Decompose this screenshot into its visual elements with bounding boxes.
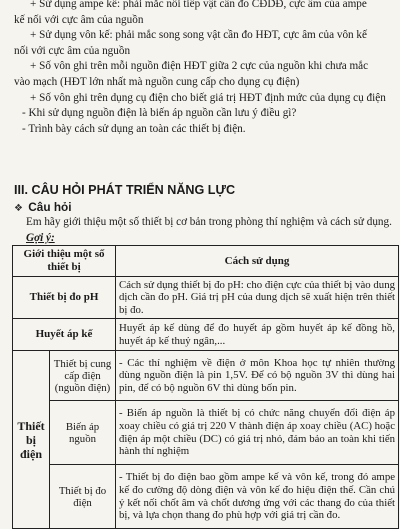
question-text: Em hãy giới thiệu một số thiết bị cơ bản trong phòng thí nghiệm và cách sử dụng. (26, 216, 392, 228)
header-device: Giới thiệu một số thiết bị (13, 246, 116, 277)
hint-label: Gợi ý: (26, 232, 55, 244)
diamond-bullet-icon: ❖ (14, 203, 23, 214)
text-line: vào mạch (HĐT lớn nhất mà nguồn cung cấp cho dụng cụ điện) (14, 75, 300, 88)
text-line: + Sử dụng vôn kế: phải mắc song song vật cần đo HĐT, cực âm của vôn kế (30, 29, 367, 42)
row-usage-transformer: - Biến áp nguồn là thiết bị có chức năng chuyển đổi điện áp xoay chiều có giá trị 220 V thành điện áp xoay chiều (AC) hoặc điện áp một chiều (DC) có giá trị nhỏ, đảm bảo an toàn khi tiến hành thí nghiệm (116, 401, 399, 465)
text-line: - Trình bày cách sử dụng an toàn các thiết bị điện. (22, 122, 246, 135)
text-line: + Số vôn ghi trên dụng cụ điện cho biết giá trị HĐT định mức của dụng cụ điện (30, 91, 386, 104)
row-usage-electric-meter: - Thiết bị đo điện bao gồm ampe kế và vôn kế, trong đó ampe kế đo cường độ dòng điện và vôn kế đo hiệu điện thế. Cần chú ý kết nối chốt âm và chốt dương ứng với các thang đo của thiết bị, và lựa chọn thang đo phù hợp với giá trị cần đo. (116, 465, 399, 529)
text-line: + Sử dụng ampe kế: phải mắc nối tiếp vật cần đo CĐDĐ, cực âm của ampe (30, 0, 367, 10)
text-line: - Khi sử dụng nguồn điện là biến áp nguồn cần lưu ý điều gì? (22, 107, 297, 120)
text-line: + Số vôn ghi trên mỗi nguồn điện HĐT giữa 2 cực của nguồn khi chưa mắc (30, 60, 369, 73)
row-usage-blood-pressure-meter: Huyết áp kế dùng để đo huyết áp gồm huyết áp kế đồng hồ, huyết áp kế thuỷ ngân,... (116, 319, 399, 351)
electric-devices-group: Thiết bị điện (13, 351, 50, 529)
text-line: nối với cực âm của nguồn (14, 44, 131, 57)
row-name-blood-pressure-meter: Huyết áp kế (13, 319, 116, 351)
row-name-transformer: Biến áp nguồn (50, 401, 116, 465)
table-row (13, 465, 399, 529)
row-usage-power-supply: - Các thí nghiệm về điện ở môn Khoa học tự nhiên thường dùng nguồn điện là pin 1,5V. Để có bộ nguồn 3V thì dùng hai pin, để có bộ nguồn 6V thì dùng bốn pin. (116, 351, 399, 401)
subsection-heading (14, 200, 72, 214)
row-usage-ph-meter: Cách sử dụng thiết bị đo pH: cho điện cực của thiết bị vào dung dịch cần đo pH. Giá trị pH của dung dịch sẽ xuất hiện trên thiết bị đo. (116, 277, 399, 319)
intro-text-block (0, 0, 400, 137)
equipment-table (12, 245, 399, 529)
table-header-row (13, 246, 399, 277)
row-name-ph-meter: Thiết bị đo pH (13, 277, 116, 319)
subsection-title: Câu hỏi (28, 200, 72, 214)
row-name-electric-meter: Thiết bị đo điện (50, 465, 116, 529)
table-row (13, 401, 399, 465)
section-title: III. CÂU HỎI PHÁT TRIỂN NĂNG LỰC (14, 183, 236, 197)
text-line: kế nối với cực âm của nguồn (14, 13, 144, 26)
table-row (13, 319, 399, 351)
table-row (13, 277, 399, 319)
table-row (13, 351, 399, 401)
header-usage: Cách sử dụng (116, 246, 399, 277)
row-name-power-supply: Thiết bị cung cấp điện (nguồn điện) (50, 351, 116, 401)
